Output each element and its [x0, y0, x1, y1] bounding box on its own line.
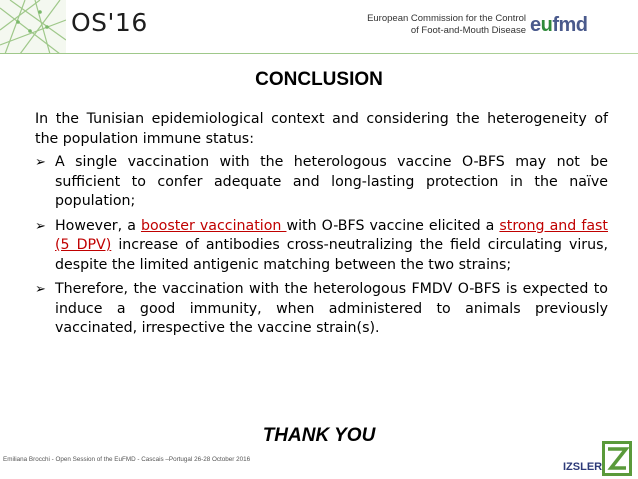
logo-part-e: e	[530, 14, 541, 36]
header-divider	[0, 53, 638, 54]
network-lines-graphic	[0, 0, 66, 54]
bullet-3	[35, 280, 608, 339]
bullet-2-post: increase of antibodies cross-neutralizing the field circulating virus, despite the limited antigenic matching between the two strains;	[55, 237, 609, 273]
izsler-logo-icon	[602, 441, 632, 476]
booster-vaccination-link[interactable]: booster vaccination	[140, 217, 287, 234]
slide-footer: Emiliana Brocchi - Open Session of the EuFMD - Cascais –Portugal 26-28 October 2016	[3, 456, 251, 463]
slide-title: CONCLUSION	[255, 69, 383, 90]
bullet-1-text: A single vaccination with the heterologous vaccine O-BFS may not be sufficient to confer adequate and long-lasting protection in the naïve population;	[55, 154, 608, 209]
izsler-label: IZSLER	[563, 461, 603, 473]
thank-you-text: THANK YOU	[262, 425, 376, 446]
arrow-bullet-icon: ➢	[35, 155, 46, 170]
slide-body	[35, 110, 608, 344]
logo-part-u: u	[540, 14, 553, 36]
bullet-2-pre: However, a	[55, 217, 141, 234]
organization-line-1: European Commission for the Control	[367, 13, 526, 24]
organization-name	[367, 13, 526, 37]
strong-and-fast-link[interactable]: strong and fast (5 DPV)	[55, 217, 608, 253]
logo-part-fmd: fmd	[552, 14, 588, 36]
bullet-1	[35, 153, 608, 212]
intro-paragraph: In the Tunisian epidemiological context and considering the heterogeneity of the population immune status:	[35, 111, 608, 147]
organization-line-2: of Foot-and-Mouth Disease	[410, 25, 526, 36]
bullet-2	[35, 217, 608, 276]
bullet-3-text: Therefore, the vaccination with the heterologous FMDV O-BFS is expected to induce a good immunity, when administered to animals previously vaccinated, irrespective the vaccine strain(s).	[55, 281, 608, 336]
arrow-bullet-icon: ➢	[35, 218, 46, 234]
arrow-bullet-icon: ➢	[35, 282, 46, 297]
bullet-2-mid: with O-BFS vaccine elicited a	[286, 217, 500, 234]
event-title: OS'16	[71, 8, 148, 37]
eufmd-logo	[530, 14, 588, 37]
slide-header	[0, 0, 638, 60]
